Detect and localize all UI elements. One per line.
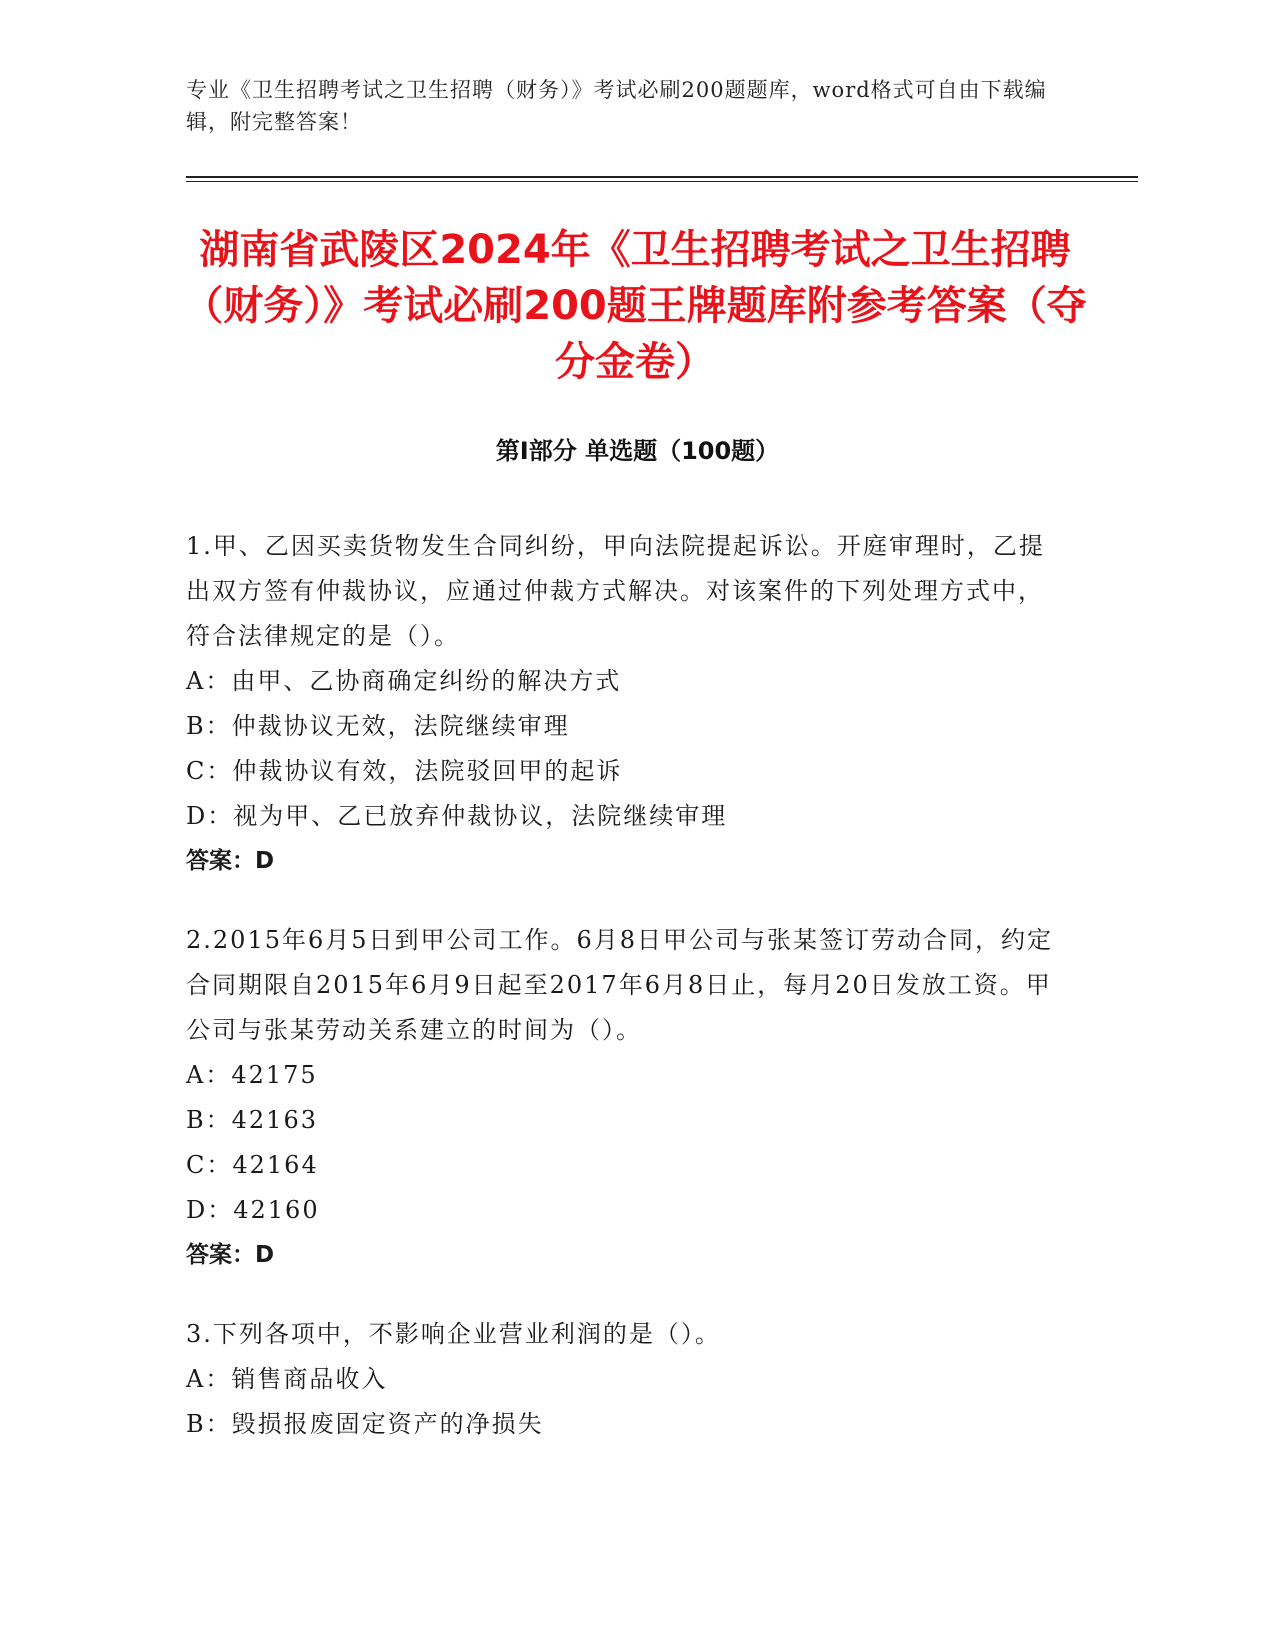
option-c: C：42164 — [186, 1151, 319, 1179]
answer-line: 答案：D — [186, 1242, 275, 1268]
option-b: B：42163 — [186, 1106, 318, 1134]
section-heading: 第Ⅰ部分 单选题（100题） — [495, 437, 780, 465]
question-3 — [186, 1312, 1066, 1447]
question-list — [186, 524, 1066, 1481]
answer-line: 答案：D — [186, 848, 275, 874]
header-divider-thick — [186, 176, 1138, 178]
option-b: B：仲裁协议无效，法院继续审理 — [186, 712, 570, 740]
header-note: 专业《卫生招聘考试之卫生招聘（财务）》考试必刷200题题库，word格式可自由下载编辑，附完整答案！ — [186, 78, 1047, 134]
option-d: D：42160 — [186, 1196, 320, 1224]
question-2 — [186, 918, 1066, 1278]
question-text: 3.下列各项中，不影响企业营业利润的是（）。 — [186, 1320, 721, 1348]
question-text: 1.甲、乙因买卖货物发生合同纠纷，甲向法院提起诉讼。开庭审理时，乙提出双方签有仲裁协议，应通过仲裁方式解决。对该案件的下列处理方式中，符合法律规定的是（）。 — [186, 532, 1045, 650]
option-d: D：视为甲、乙已放弃仲裁协议，法院继续审理 — [186, 802, 728, 830]
question-text: 2.2015年6月5日到甲公司工作。6月8日甲公司与张某签订劳动合同，约定合同期限自2015年6月9日起至2017年6月8日止，每月20日发放工资。甲公司与张某劳动关系建立的时间为（）。 — [186, 926, 1054, 1044]
option-a: A：由甲、乙协商确定纠纷的解决方式 — [186, 667, 622, 695]
question-1 — [186, 524, 1066, 884]
header-divider-thin — [186, 181, 1138, 182]
option-b: B：毁损报废固定资产的净损失 — [186, 1410, 544, 1438]
option-a: A：销售商品收入 — [186, 1365, 388, 1393]
option-a: A：42175 — [186, 1061, 318, 1089]
option-c: C：仲裁协议有效，法院驳回甲的起诉 — [186, 757, 623, 785]
document-title: 湖南省武陵区2024年《卫生招聘考试之卫生招聘（财务）》考试必刷200题王牌题库附参考答案（夺分金卷） — [183, 227, 1087, 385]
